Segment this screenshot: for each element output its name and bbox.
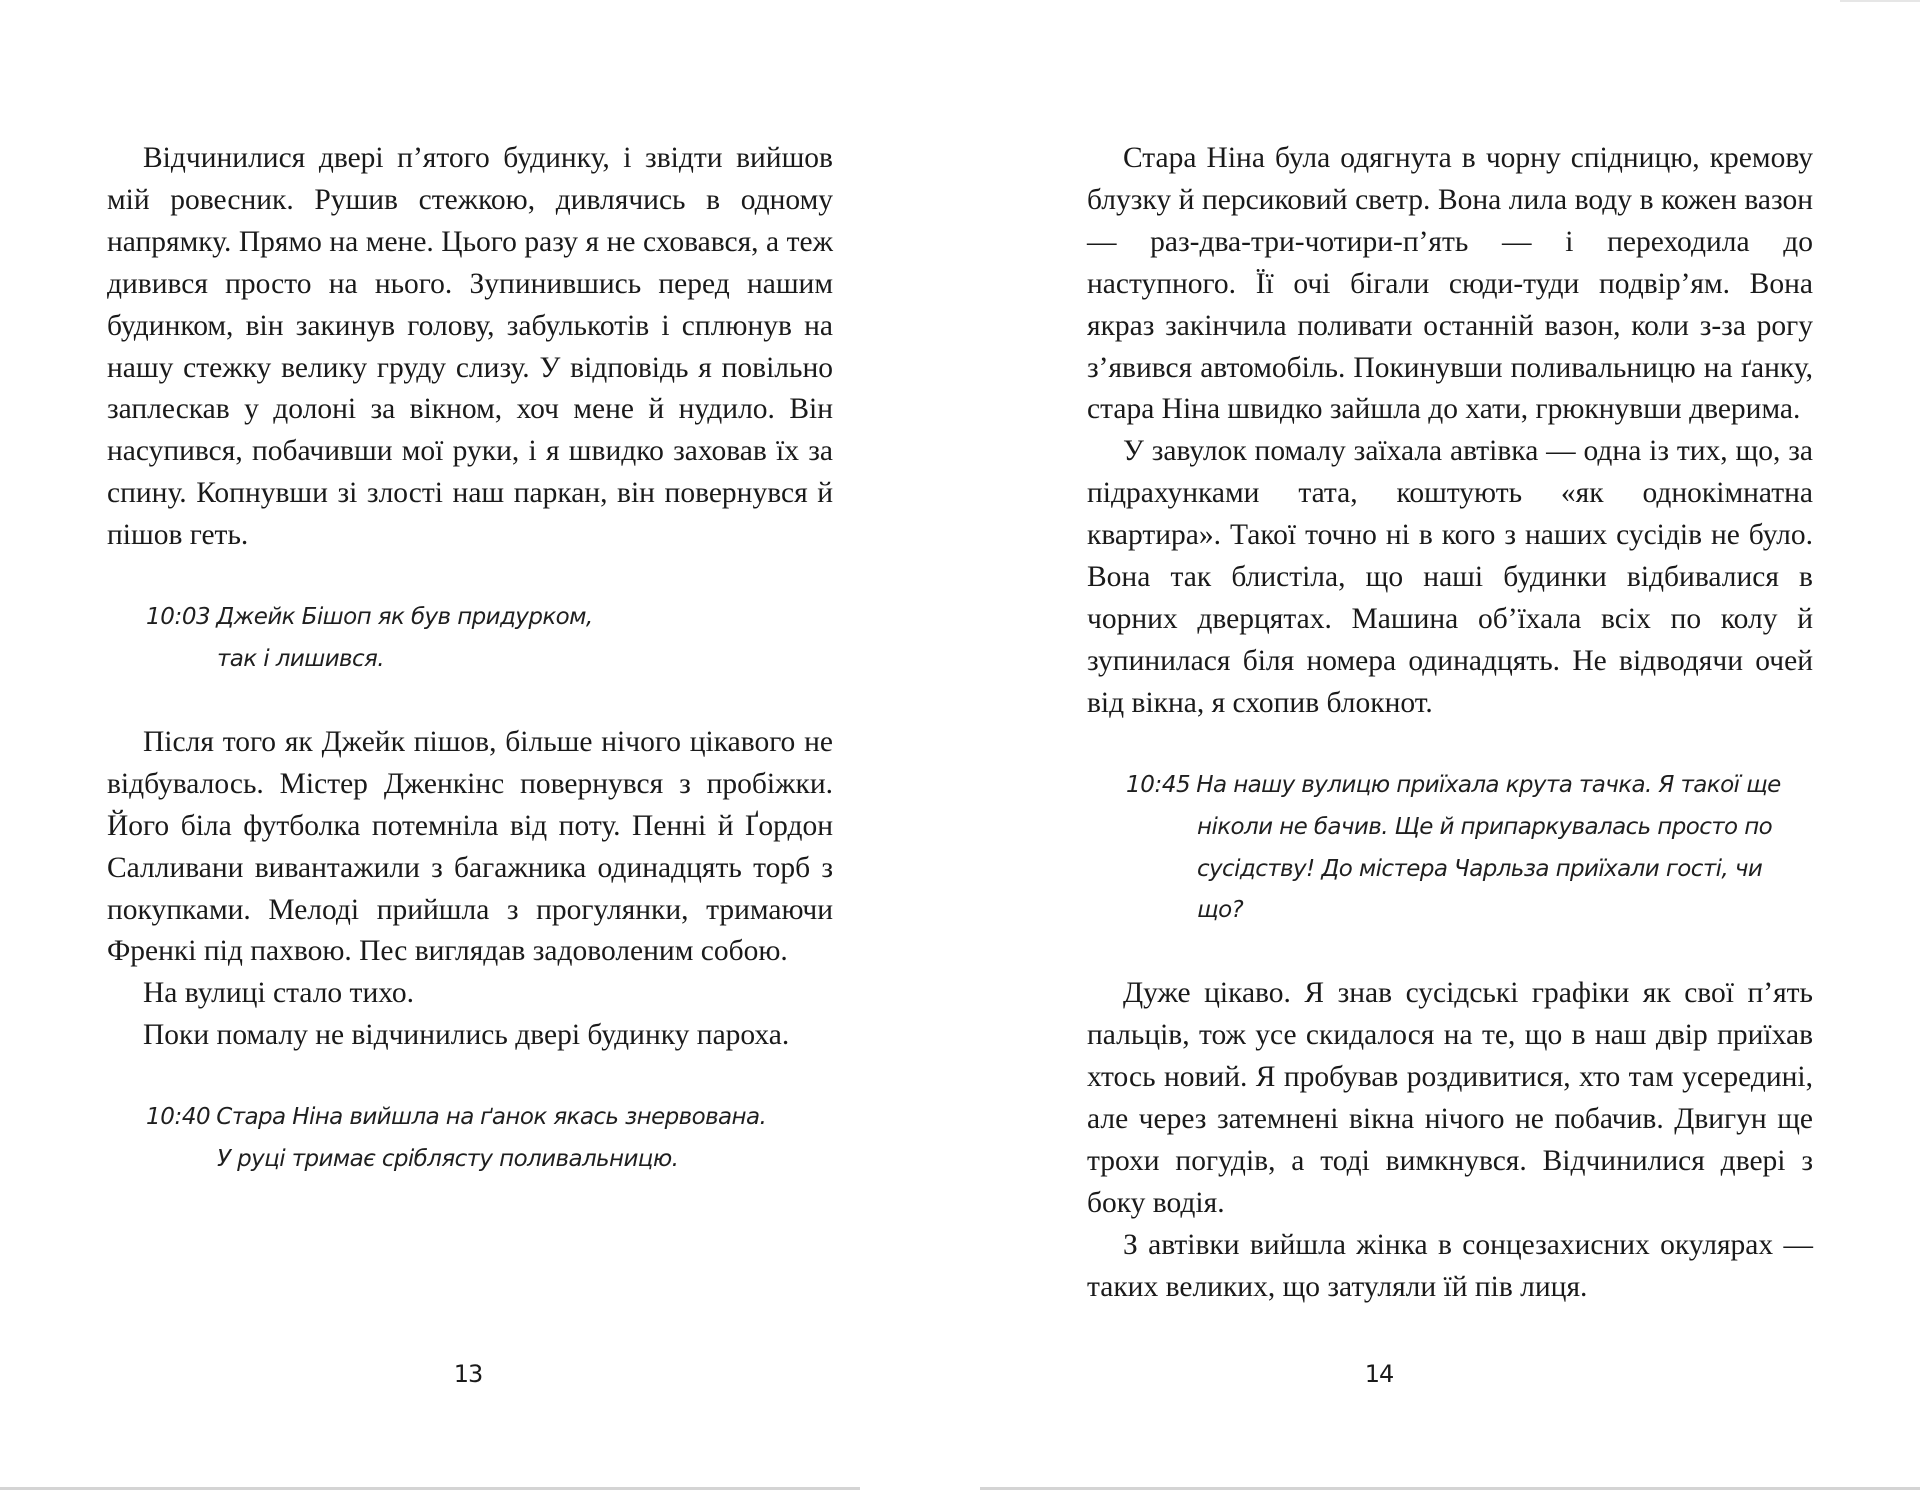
note-line: На нашу вулицю приїхала крута тачка. Я такої ще (1196, 771, 1781, 798)
note-line: Стара Ніна вийшла на ґанок якась знервована. (216, 1104, 767, 1131)
paragraph: У завулок помалу заїхала автівка — одна із тих, що, за підрахунками тата, коштують «як однокімнатна квартира». Такої точно ні в кого з наших сусідів не було. Вона так блистіла, що наші будинки відбивалися в чорних дверцятах. Машина об’їхала всіх по колу й зупинилася біля номера одинадцять. Не відводячи очей від вікна, я схопив блокнот. (1087, 435, 1813, 719)
note-line: Джейк Бішоп як був придурком, (216, 604, 593, 631)
paragraph: Поки помалу не відчинились двері будинку пароха. (143, 1019, 790, 1052)
left-page (0, 0, 860, 1490)
page-number: 13 (453, 1360, 483, 1388)
paragraph: Дуже цікаво. Я знав сусідські графіки як свої п’ять пальців, тож усе скидалося на те, що в наш двір приїхав хтось новий. Я пробував роздивитися, хто там усередині, але через затемнені вікна нічого не побачив. Двигун ще трохи погудів, а тоді вимкнувся. Відчинилися двері з боку водія. (1087, 977, 1813, 1219)
note-line: сусідству! До містера Чарльза приїхали гості, чи що? (1197, 855, 1763, 924)
diary-note (146, 1097, 833, 1181)
page-number: 14 (1364, 1360, 1394, 1388)
diary-note (1126, 765, 1813, 933)
paragraph: На вулиці стало тихо. (143, 977, 414, 1010)
note-time: 10:40 (146, 1104, 211, 1131)
note-time: 10:03 (146, 604, 211, 631)
note-time: 10:45 (1126, 771, 1191, 798)
note-line: У руці тримає сріблясту поливальницю. (217, 1146, 679, 1173)
paragraph: З автівки вийшла жінка в сонцезахисних окулярах — таких великих, що затуляли їй пів лиця. (1087, 1228, 1813, 1303)
gutter (860, 0, 980, 1490)
right-page (980, 0, 1840, 1490)
diary-note (146, 597, 833, 681)
paragraph: Відчинилися двері п’ятого будинку, і звідти вийшов мій ровесник. Рушив стежкою, дивлячись в одному напрямку. Прямо на мене. Цього разу я не сховався, а теж дивився просто на нього. Зупинившись перед нашим будинком, він закинув голову, забулькотів і сплюнув на нашу стежку велику груду слизу. У відповідь я повільно заплескав у долоні за вікном, хоч мене й нудило. Він насупився, побачивши мої руки, і я швидко заховав їх за спину. Копнувши зі злості наш паркан, він повернувся й пішов геть. (107, 142, 833, 552)
right-page-text (1087, 138, 1813, 1309)
note-line: так і лишився. (217, 645, 384, 672)
note-line: ніколи не бачив. Ще й припаркувалась просто по (1197, 813, 1773, 840)
paragraph: Після того як Джейк пішов, більше нічого цікавого не відбувалось. Містер Дженкінс повернувся з пробіжки. Його біла футболка потемніла від поту. Пенні й Ґордон Салливани вивантажили з багажника одинадцять торб з покупками. Мелоді прийшла з прогулянки, тримаючи Френкі під пахвою. Пес виглядав задоволеним собою. (107, 725, 833, 968)
paragraph: Стара Ніна була одягнута в чорну спідницю, кремову блузку й персиковий светр. Вона лила воду в кожен вазон — раз-два-три-чотири-п’ять — і переходила до наступного. Її очі бігали сюди-туди подвір’ям. Вона якраз закінчила поливати останній вазон, коли з-за рогу з’явився автомобіль. Покинувши поливальницю на ґанку, стара Ніна швидко зайшла до хати, грюкнувши дверима. (1087, 142, 1813, 426)
left-page-text (107, 138, 833, 1222)
